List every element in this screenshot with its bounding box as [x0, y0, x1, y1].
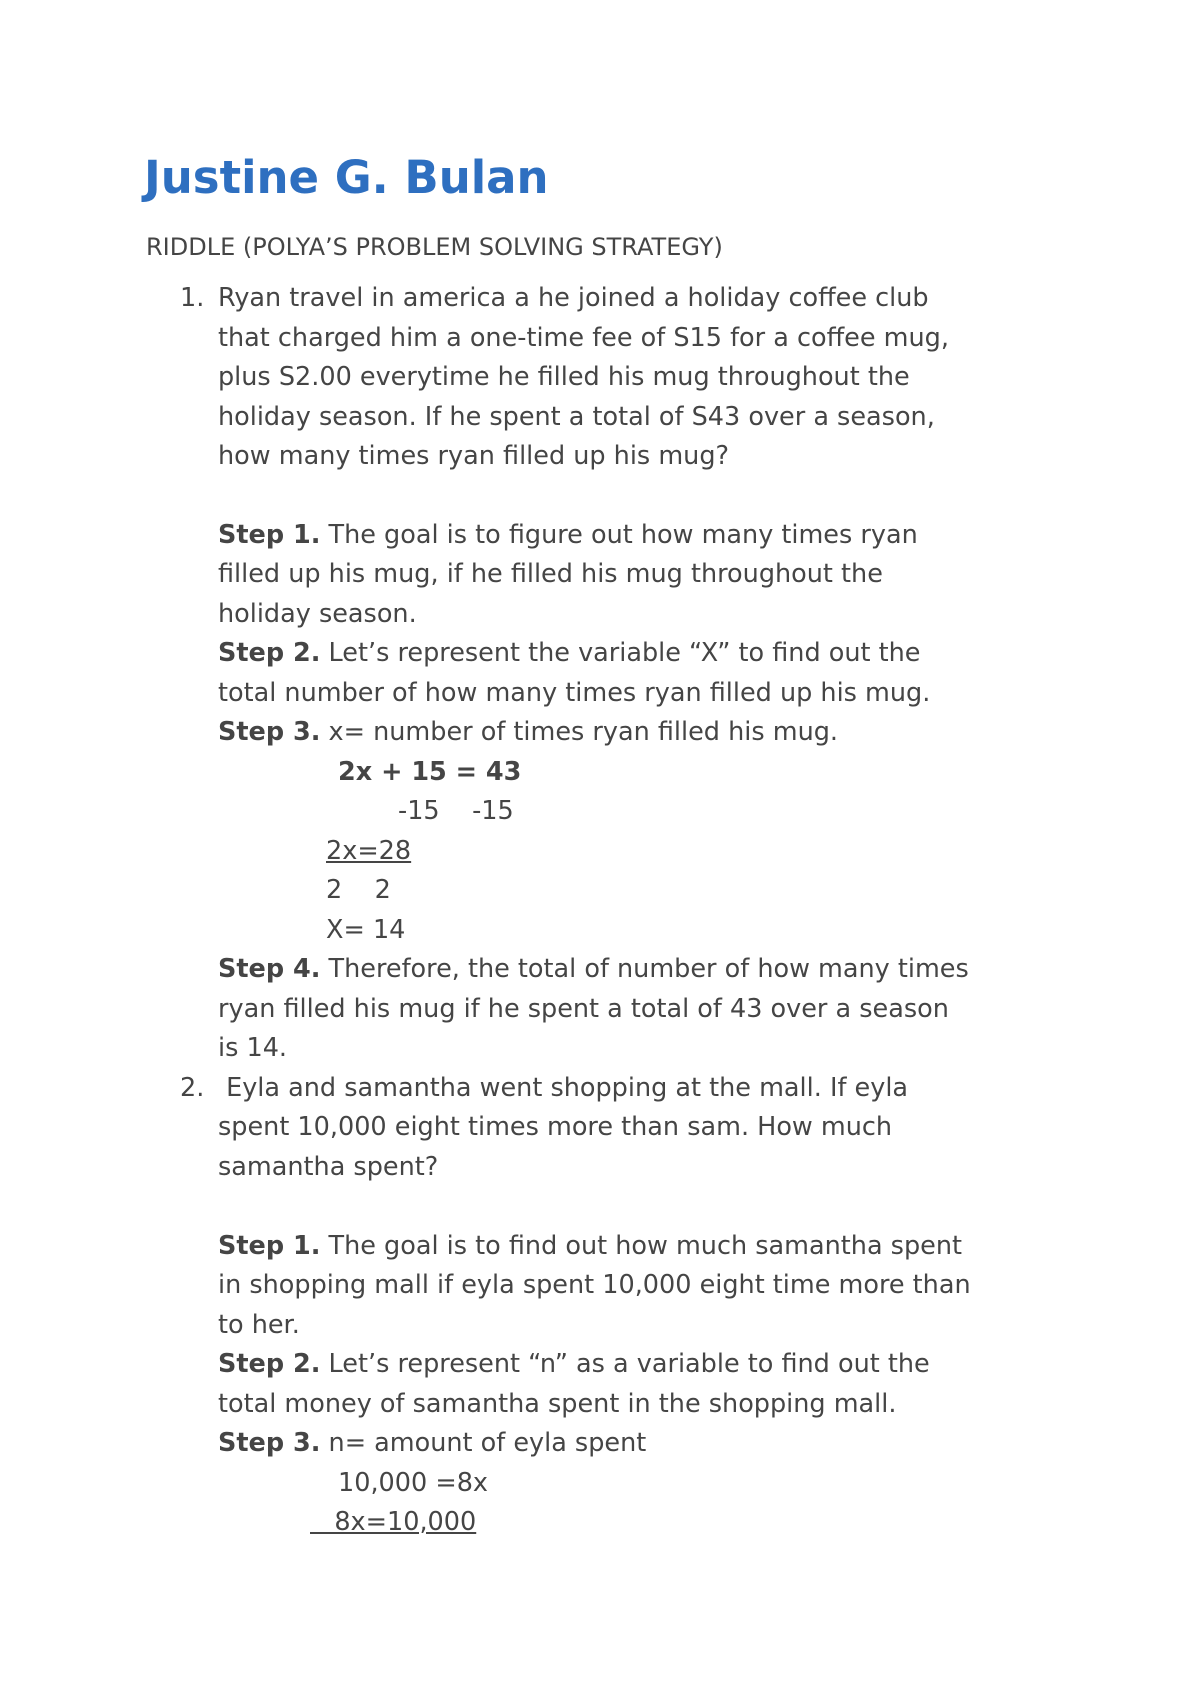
step-label: Step 1. [218, 1231, 321, 1261]
problem-2-step-1-line: to her. [218, 1310, 300, 1340]
step-text: x= number of times ryan filled his mug. [320, 717, 839, 747]
problem-1-question-line: that charged him a one-time fee of S15 for a coffee mug, [218, 323, 949, 353]
problem-2-work-line: 10,000 =8x [338, 1468, 489, 1498]
problem-1-step-4-line: is 14. [218, 1033, 288, 1063]
step-label: Step 3. [218, 717, 321, 747]
step-text: The goal is to find out how much samantha spent [320, 1231, 962, 1261]
document-heading: RIDDLE (POLYA’S PROBLEM SOLVING STRATEGY) [146, 233, 723, 261]
problem-1-work-line: -15 -15 [398, 796, 514, 826]
problem-1-step-2 [218, 636, 920, 670]
author-name: Justine G. Bulan [144, 151, 549, 204]
problem-2-question-line: Eyla and samantha went shopping at the mall. If eyla [218, 1073, 909, 1103]
step-label: Step 2. [218, 1349, 321, 1379]
step-text: The goal is to figure out how many times ryan [320, 520, 918, 550]
step-label: Step 2. [218, 638, 321, 668]
problem-2-work-line: 8x=10,000 [310, 1507, 477, 1537]
problem-2-question-line: samantha spent? [218, 1152, 439, 1182]
step-text: Therefore, the total of number of how many times [320, 954, 969, 984]
step-text: n= amount of eyla spent [320, 1428, 647, 1458]
problem-1-answer: X= 14 [326, 915, 406, 945]
problem-1-work-line: 2x=28 [326, 836, 412, 866]
problem-1-step-4-line: ryan filled his mug if he spent a total of 43 over a season [218, 994, 949, 1024]
problem-2-step-1 [218, 1229, 962, 1263]
problem-1-number: 1. [180, 283, 205, 313]
problem-2-step-2 [218, 1347, 930, 1381]
problem-1-question-line: plus S2.00 everytime he filled his mug throughout the [218, 362, 910, 392]
step-text: Let’s represent “n” as a variable to find out the [320, 1349, 930, 1379]
step-text: Let’s represent the variable “X” to find out the [320, 638, 921, 668]
problem-1-work-line: 2 2 [326, 875, 391, 905]
problem-1-step-1 [218, 518, 918, 552]
step-label: Step 3. [218, 1428, 321, 1458]
problem-2-step-1-line: in shopping mall if eyla spent 10,000 eight time more than [218, 1270, 971, 1300]
problem-1-step-2-line: total number of how many times ryan filled up his mug. [218, 678, 931, 708]
problem-2-step-2-line: total money of samantha spent in the shopping mall. [218, 1389, 897, 1419]
step-label: Step 4. [218, 954, 321, 984]
problem-1-step-4 [218, 952, 969, 986]
problem-2-number: 2. [180, 1073, 205, 1103]
problem-1-question-line: Ryan travel in america a he joined a holiday coffee club [218, 283, 929, 313]
problem-1-question-line: how many times ryan filled up his mug? [218, 441, 730, 471]
problem-1-step-1-line: holiday season. [218, 599, 417, 629]
step-label: Step 1. [218, 520, 321, 550]
problem-1-step-1-line: filled up his mug, if he filled his mug throughout the [218, 559, 883, 589]
problem-2-step-3 [218, 1426, 646, 1460]
problem-1-step-3 [218, 715, 838, 749]
problem-1-question-line: holiday season. If he spent a total of S43 over a season, [218, 402, 935, 432]
problem-2-question-line: spent 10,000 eight times more than sam. How much [218, 1112, 893, 1142]
problem-1-equation: 2x + 15 = 43 [338, 757, 522, 787]
